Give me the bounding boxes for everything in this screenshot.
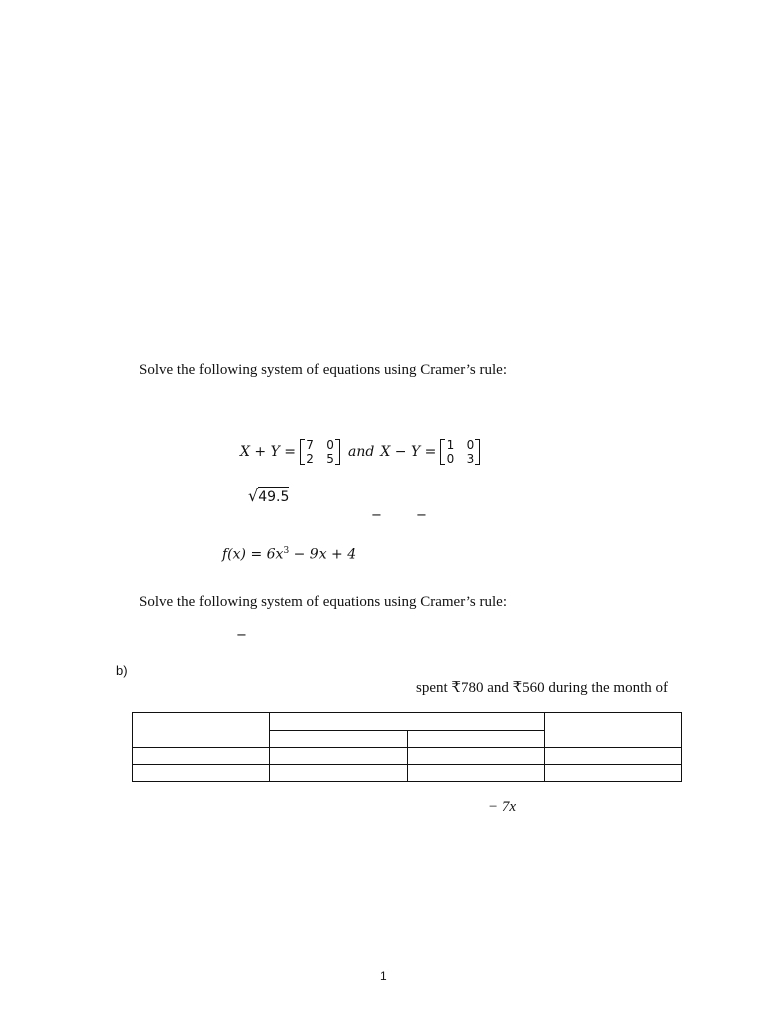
dash-mark: − <box>416 508 427 523</box>
table-cell <box>544 713 681 748</box>
matrix-1-cell: 5 <box>326 452 334 466</box>
tail-expression: − 7x <box>488 799 517 815</box>
matrix-equation-connector: and <box>348 444 375 460</box>
matrix-1-cell: 7 <box>306 438 314 452</box>
table-header-row <box>133 713 682 731</box>
table-cell <box>133 713 270 748</box>
function-rhs: − 9x + 4 <box>289 546 357 563</box>
table-cell <box>544 765 681 782</box>
matrix-1-cell: 0 <box>326 438 334 452</box>
matrix-2-cell: 3 <box>466 452 475 466</box>
table-row <box>133 765 682 782</box>
cramer-question-1: Solve the following system of equations using Cramer’s rule: <box>139 362 508 378</box>
matrix-equation-lhs-2: X − Y = <box>380 444 437 460</box>
function-lhs: f(x) = 6x <box>222 546 284 563</box>
table-row <box>133 748 682 765</box>
table-cell <box>407 748 544 765</box>
page-number: 1 <box>380 969 387 983</box>
table-cell <box>270 713 545 731</box>
table-cell <box>133 765 270 782</box>
spending-text: spent ₹780 and ₹560 during the month of <box>416 680 668 696</box>
radical-sign-icon: √ <box>248 486 259 505</box>
dash-mark: − <box>236 628 247 643</box>
matrix-1-cell: 2 <box>306 452 314 466</box>
matrix-2-cell: 1 <box>446 438 455 452</box>
matrix-equation-lhs-1: X + Y = <box>240 444 297 460</box>
matrix-1 <box>300 438 340 466</box>
table-cell <box>407 730 544 748</box>
data-table <box>132 712 682 782</box>
matrix-equation <box>240 438 484 466</box>
table-cell <box>544 748 681 765</box>
function-expression <box>222 546 356 563</box>
table-cell <box>270 765 407 782</box>
table-cell <box>270 730 407 748</box>
table-cell <box>133 748 270 765</box>
matrix-2-cell: 0 <box>446 452 455 466</box>
dash-mark: − <box>371 508 382 523</box>
square-root-expression <box>248 486 289 505</box>
part-label: b) <box>116 663 128 678</box>
cramer-question-2: Solve the following system of equations using Cramer’s rule: <box>139 594 508 610</box>
function-exponent: 3 <box>283 546 290 556</box>
matrix-2-cell: 0 <box>466 438 475 452</box>
matrix-2 <box>440 438 480 466</box>
table-cell <box>270 748 407 765</box>
table-cell <box>407 765 544 782</box>
radicand: 49.5 <box>258 489 290 505</box>
